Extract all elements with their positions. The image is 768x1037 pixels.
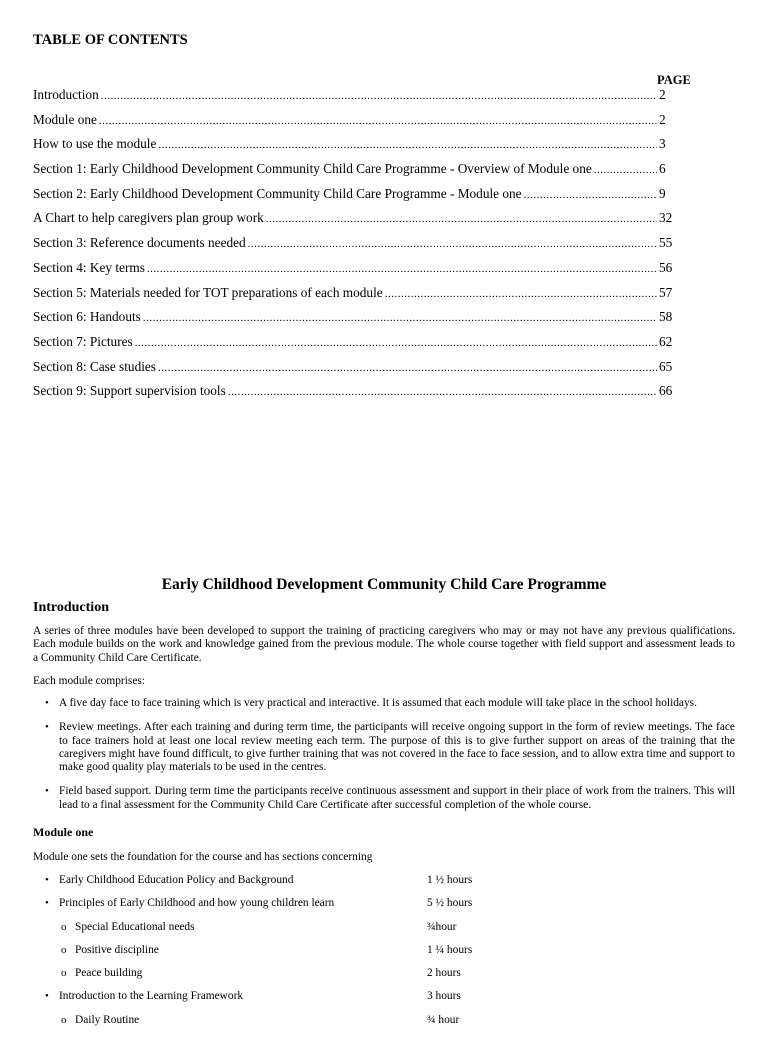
toc-entry-page: 6 — [659, 161, 666, 177]
circle-bullet-icon: o — [61, 920, 67, 933]
schedule-row — [33, 874, 633, 897]
toc-entry — [33, 359, 673, 384]
module-schedule — [33, 874, 633, 1037]
toc-entry-title: Section 7: Pictures — [33, 333, 133, 349]
toc-entry-title: Introduction — [33, 87, 99, 102]
schedule-hours: 2 hours — [427, 967, 461, 980]
schedule-row — [33, 1014, 633, 1037]
toc-entry — [33, 285, 673, 310]
schedule-hours: 5 ½ hours — [427, 897, 473, 910]
toc-entry-title: A Chart to help caregivers plan group work — [33, 210, 264, 226]
toc-entry-page: 65 — [659, 358, 673, 374]
schedule-row — [33, 897, 633, 920]
toc-entry-title: Section 1: Early Childhood Development Community Child Care Programme - Overview of Module one — [33, 161, 592, 177]
toc-entry-page: 57 — [659, 284, 673, 300]
toc-entry-title: Section 6: Handouts — [33, 309, 141, 325]
schedule-topic: Introduction to the Learning Framework — [59, 990, 244, 1003]
schedule-hours: 1 ¼ hours — [427, 943, 473, 956]
schedule-topic: Principles of Early Childhood and how young children learn — [59, 897, 335, 910]
toc-entry-page: 62 — [659, 333, 673, 349]
schedule-hours: ¾hour — [427, 920, 457, 933]
toc-entry — [33, 161, 673, 186]
toc-entry-page: 2 — [659, 87, 666, 102]
toc-entry-page: 58 — [659, 309, 673, 325]
schedule-hours: ¾ hour — [427, 1013, 460, 1026]
toc-entry — [33, 186, 673, 211]
toc-entry-page: 3 — [659, 136, 666, 152]
toc-entry — [33, 210, 673, 235]
toc-entry — [33, 309, 673, 334]
toc-entry — [33, 383, 673, 408]
toc-dot-leader — [248, 238, 657, 250]
module-comprises-list — [33, 697, 735, 823]
list-item-text: Review meetings. After each training and during term time, the participants will receive ongoing support in the form of review meetings. The face to face trainers hold at least one local review meeting each term. The purpose of this is to give further support on areas of the training that the caregivers might have found difficult, to give further training that was not covered in the face to face session, and to allow extra time and support to make good quality play materials to be used in the centres. — [59, 721, 735, 774]
toc-list — [33, 87, 673, 408]
bullet-icon: • — [45, 721, 49, 734]
toc-entry-title: Section 4: Key terms — [33, 259, 145, 275]
toc-dot-leader — [594, 164, 657, 176]
document-title: Early Childhood Development Community Child Care Programme — [161, 576, 607, 593]
toc-heading: TABLE OF CONTENTS — [33, 32, 188, 48]
schedule-topic: Special Educational needs — [75, 920, 195, 933]
bullet-icon: • — [45, 990, 49, 1003]
toc-dot-leader — [266, 213, 657, 225]
toc-dot-leader — [385, 288, 657, 300]
circle-bullet-icon: o — [61, 967, 67, 980]
circle-bullet-icon: o — [61, 943, 67, 956]
toc-entry-title: Module one — [33, 111, 97, 127]
schedule-topic: Positive discipline — [75, 943, 159, 956]
toc-entry — [33, 112, 673, 137]
schedule-topic: Early Childhood Education Policy and Background — [59, 874, 294, 886]
schedule-hours: 3 hours — [427, 990, 461, 1003]
list-item-text: Field based support. During term time the participants receive continuous assessment and support in their place of work from the trainers. This will lead to a final assessment for the Community Child Care Certificate after successful completion of the whole course. — [59, 785, 735, 811]
schedule-row — [33, 921, 633, 944]
toc-entry-page: 32 — [659, 210, 673, 226]
toc-page-column-label: PAGE — [657, 73, 691, 87]
schedule-topic: Daily Routine — [75, 1013, 140, 1026]
toc-entry-title: Section 8: Case studies — [33, 358, 156, 374]
schedule-row — [33, 967, 633, 990]
toc-entry-page: 66 — [659, 383, 673, 399]
circle-bullet-icon: o — [61, 1013, 67, 1026]
toc-dot-leader — [101, 90, 657, 102]
toc-dot-leader — [135, 337, 657, 349]
toc-entry-title: Section 5: Materials needed for TOT preparations of each module — [33, 284, 383, 300]
list-item — [33, 785, 735, 812]
introduction-heading: Introduction — [33, 600, 109, 615]
toc-entry — [33, 260, 673, 285]
toc-dot-leader — [143, 312, 657, 324]
toc-entry — [33, 235, 673, 260]
toc-dot-leader — [158, 139, 657, 151]
schedule-hours: 1 ½ hours — [427, 874, 473, 886]
toc-entry-title: Section 9: Support supervision tools — [33, 383, 226, 399]
module-comprises-label: Each module comprises: — [33, 675, 145, 687]
bullet-icon: • — [45, 897, 49, 910]
toc-entry — [33, 136, 673, 161]
schedule-topic: Peace building — [75, 967, 143, 980]
toc-entry-page: 2 — [659, 111, 666, 127]
toc-dot-leader — [228, 386, 657, 398]
toc-entry-title: How to use the module — [33, 136, 157, 152]
toc-entry-page: 56 — [659, 259, 673, 275]
list-item — [33, 697, 735, 710]
toc-dot-leader — [99, 115, 657, 127]
toc-dot-leader — [524, 189, 657, 201]
toc-dot-leader — [147, 263, 657, 275]
bullet-icon: • — [45, 785, 49, 798]
introduction-paragraph: A series of three modules have been developed to support the training of practicing caregivers who may or may not have any previous qualifications. Each module builds on the work and knowledge gained from the previous module. The whole course together with field support and assessment leads to a Community Child Care Certificate. — [33, 625, 735, 664]
list-item-text: A five day face to face training which is very practical and interactive. It is assumed that each module will take place in the school holidays. — [59, 697, 697, 709]
list-item — [33, 721, 735, 774]
bullet-icon: • — [45, 874, 49, 886]
module-one-intro: Module one sets the foundation for the course and has sections concerning — [33, 851, 373, 863]
toc-entry-title: Section 3: Reference documents needed — [33, 235, 246, 251]
toc-entry-page: 55 — [659, 235, 673, 251]
schedule-row — [33, 944, 633, 967]
module-one-heading: Module one — [33, 825, 94, 839]
toc-entry-page: 9 — [659, 185, 666, 201]
schedule-row — [33, 990, 633, 1013]
bullet-icon: • — [45, 697, 49, 709]
toc-entry-title: Section 2: Early Childhood Development Community Child Care Programme - Module one — [33, 185, 522, 201]
toc-entry — [33, 334, 673, 359]
toc-dot-leader — [158, 362, 657, 374]
toc-entry — [33, 87, 673, 112]
